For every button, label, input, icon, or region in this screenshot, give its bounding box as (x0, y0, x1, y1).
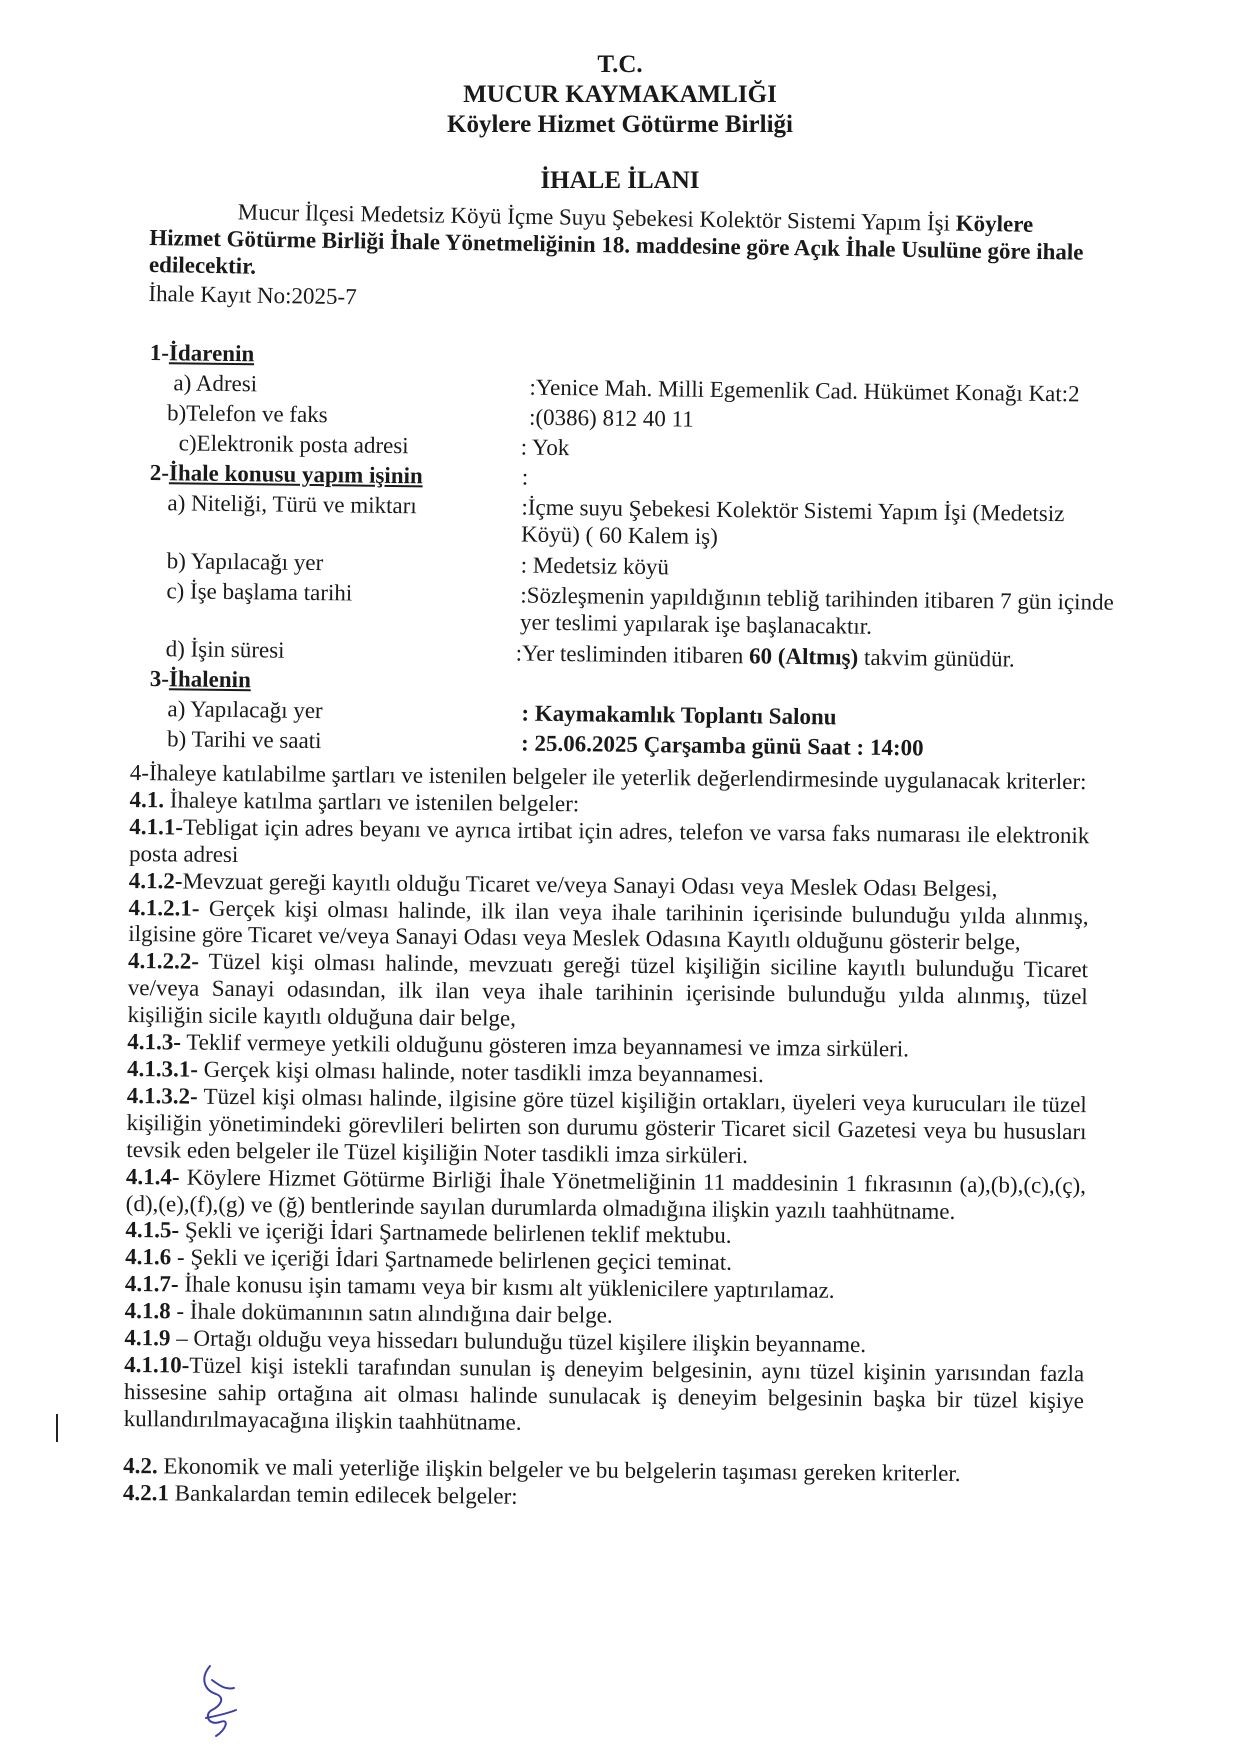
header-institution: MUCUR KAYMAKAMLIĞI (463, 81, 777, 108)
clause-text: - İhale dokümanının satın alındığına dair belge. (170, 1298, 613, 1328)
clause-text: İhaleye katılma şartları ve istenilen belgeler: (164, 787, 580, 817)
clause-text: Tüzel kişi olması halinde, ilgisine göre tüzel kişiliğin ortakları, üyeleri veya kurucuları ile tüzel kişiliğin yönetimindeki görevlileri belirten son durumu gösterir Ticaret sicil Gazetesi veya bu hususları tevsik eden belgeler ile Tüzel kişiliğin Noter tasdikli imza sirküleri. (126, 1083, 1087, 1168)
duration-suffix: takvim günüdür. (858, 644, 1015, 672)
clause-4-1-1 (129, 814, 1089, 877)
paragraph-4: 4-İhaleye katılabilme şartları ve istenilen belgeler ile yeterlik değerlendirmesinde uygulanacak kriterler: (129, 760, 1087, 795)
document-title: İHALE İLANI (540, 167, 700, 194)
clause-number: 4.1.6 (125, 1244, 172, 1270)
clause-number: 4.1.3.1- (126, 1055, 199, 1082)
clause-number: 4.1.3- (127, 1029, 182, 1055)
clause-number: 4.2. (123, 1452, 158, 1478)
clause-4-1-2-1 (128, 895, 1088, 958)
clause-text: Tüzel kişi istekli tarafından sunulan iş deneyim belgesinin, aynı tüzel kişinin yarısından fazla hissesine sahip ortağına ait olması halinde sunulacak iş deneyim belgesinin başka bir tüzel kişiye kullandırılmayacağına ilişkin taahhütname. (123, 1352, 1085, 1435)
header-tc: T.C. (597, 51, 643, 78)
field-label: a) Yapılacağı yer (167, 696, 323, 724)
registration-number: İhale Kayıt No:2025-7 (148, 280, 357, 309)
clause-text: - Şekli ve içeriği İdari Şartnamede belirlenen geçici teminat. (171, 1244, 733, 1276)
intro-block (148, 198, 1108, 323)
requirements-body (123, 760, 1090, 1516)
clause-number: 4.1.4- (125, 1163, 180, 1190)
section-number: 3- (149, 666, 170, 692)
field-value: :Yenice Mah. Milli Egemenlik Cad. Hükümet Konağı Kat:2 (529, 374, 1080, 407)
duration-text: :Yer tesliminden itibaren (515, 640, 750, 669)
letterhead (0, 50, 1240, 140)
field-value: : Kaymakamlık Toplantı Salonu (521, 700, 837, 730)
duration-days: 60 (Altmış) (748, 643, 859, 670)
section-title: İhale konusu yapım işinin (168, 460, 423, 489)
clause-4-1-10 (124, 1352, 1085, 1442)
field-value: : (521, 464, 529, 490)
signature-stroke (204, 1666, 236, 1736)
clause-text: Tebligat için adres beyanı ve ayrıca irtibat için adres, telefon ve varsa faks numarası ile elektronik posta adresi (128, 814, 1090, 867)
clause-number: 4.1.2- (128, 867, 183, 894)
field-value: :(0386) 812 40 11 (528, 404, 694, 432)
clause-number: 4.1.5- (125, 1217, 180, 1243)
field-label: b)Telefon ve faks (166, 400, 328, 428)
field-value: : Yok (520, 434, 570, 461)
clause-4-1-2-2 (127, 948, 1088, 1038)
section-heading-text (150, 340, 255, 368)
clause-text: Köylere Hizmet Götürme Birliği İhale Yönetmeliğinin 11 maddesinin 1 fıkrasının (a),(b),(c),(ç),(d),(e),(f),(g) ve (ğ) bentlerinde sayılan durumlarda olmadığına ilişkin yazılı taahhütname. (125, 1164, 1087, 1224)
clause-number: 4.1.10- (124, 1351, 190, 1378)
field-label: a) Adresi (173, 370, 258, 397)
field-value: : 25.06.2025 Çarşamba günü Saat : 14:00 (520, 730, 924, 761)
clause-number: 4.1.9 (124, 1325, 171, 1351)
clause-number: 4.1. (129, 786, 165, 813)
clause-number: 4.1.1- (129, 813, 184, 840)
section-title: İhalenin (168, 666, 251, 693)
clause-text: Şekli ve içeriği İdari Şartnamede belirlenen teklif mektubu. (179, 1217, 732, 1249)
section-number: 1- (149, 340, 170, 366)
clause-text: – Ortağı olduğu veya hissedarı bulunduğu tüzel kişilere ilişkin beyanname. (170, 1325, 867, 1358)
clause-number: 4.1.2.1- (128, 894, 200, 921)
clause-text: Tüzel kişi olması halinde, mevzuatı gereği tüzel kişiliğin siciline kayıtlı bulunduğu Ticaret ve/veya Sanayi odasından, ilk ilan veya ihale tarihinin içerisinde bulunduğu yılda alınmış, tüzel kişiliğin sicile kayıtlı olduğuna dair belge, (127, 949, 1089, 1031)
field-label: c) İşe başlama tarihi (166, 578, 353, 606)
clause-text: Gerçek kişi olması halinde, noter tasdikli imza beyannamesi. (197, 1056, 764, 1088)
field-value: :Sözleşmenin yapıldığının tebliğ tarihinden itibaren 7 gün içinde yer teslimi yapılarak işe başlanacaktır. (519, 582, 1114, 639)
clause-number: 4.1.2.2- (127, 948, 200, 975)
field-value: :İçme suyu Şebekesi Kolektör Sistemi Yapım İşi (Medetsiz Köyü) ( 60 Kalem iş) (520, 494, 1065, 549)
intro-paragraph (149, 198, 1108, 294)
clause-text: Mevzuat gereği kayıtlı olduğu Ticaret ve/veya Sanayi Odası veya Meslek Odası Belgesi, (182, 868, 998, 901)
field-label: a) Niteliği, Türü ve miktarı (167, 490, 417, 519)
clause-number: 4.1.7- (124, 1271, 179, 1297)
field-label: c)Elektronik posta adresi (178, 430, 409, 459)
field-label: d) İşin süresi (165, 636, 285, 663)
clause-number: 4.2.1 (122, 1479, 170, 1505)
section-title: İdarenin (168, 340, 255, 367)
clause-number: 4.1.3.2- (126, 1082, 198, 1109)
intro-bold-text: Köylere Hizmet Götürme Birliği İhale Yönetmeliğinin 18. maddesine göre Açık İhale Usulüne göre ihale edilecektir. (148, 210, 1084, 279)
section-tender (149, 666, 1150, 768)
intro-plain-text: Mucur İlçesi Medetsiz Köyü İçme Suyu Şebekesi Kolektör Sistemi Yapım İşi (237, 199, 956, 236)
signature-initials (190, 1660, 250, 1740)
section-administration (149, 340, 1150, 472)
section-work-subject (147, 460, 1149, 678)
clause-text: Gerçek kişi olması halinde, ilk ilan veya ihale tarihinin içerisinde bulunduğu yılda alınmış, ilgisine göre Ticaret ve/veya Sanayi Odası veya Meslek Odasına Kayıtlı olduğunu gösterir belge, (128, 895, 1089, 955)
field-label: b) Tarihi ve saati (166, 726, 322, 754)
clause-text: Teklif vermeye yetkili olduğunu gösteren imza beyannamesi ve imza sirküleri. (180, 1029, 910, 1062)
field-value: : Medetsiz köyü (520, 552, 670, 580)
field-label: b) Yapılacağı yer (166, 548, 324, 576)
clause-text: Bankalardan temin edilecek belgeler: (168, 1479, 518, 1509)
margin-mark (56, 1414, 58, 1442)
clause-text: İhale konusu işin tamamı veya bir kısmı alt yüklenicilere yaptırılamaz. (178, 1271, 835, 1304)
clause-4-1-4 (126, 1164, 1086, 1227)
section-number: 2- (149, 460, 170, 486)
header-unit: Köylere Hizmet Götürme Birliği (447, 111, 793, 138)
section-heading-text (150, 666, 251, 694)
clause-text: Ekonomik ve mali yeterliğe ilişkin belgeler ve bu belgelerin taşıması gereken kriterler. (157, 1452, 961, 1486)
clause-4-1-3-2 (126, 1083, 1087, 1173)
section-heading-text (150, 460, 423, 490)
clause-number: 4.1.8 (124, 1298, 171, 1324)
